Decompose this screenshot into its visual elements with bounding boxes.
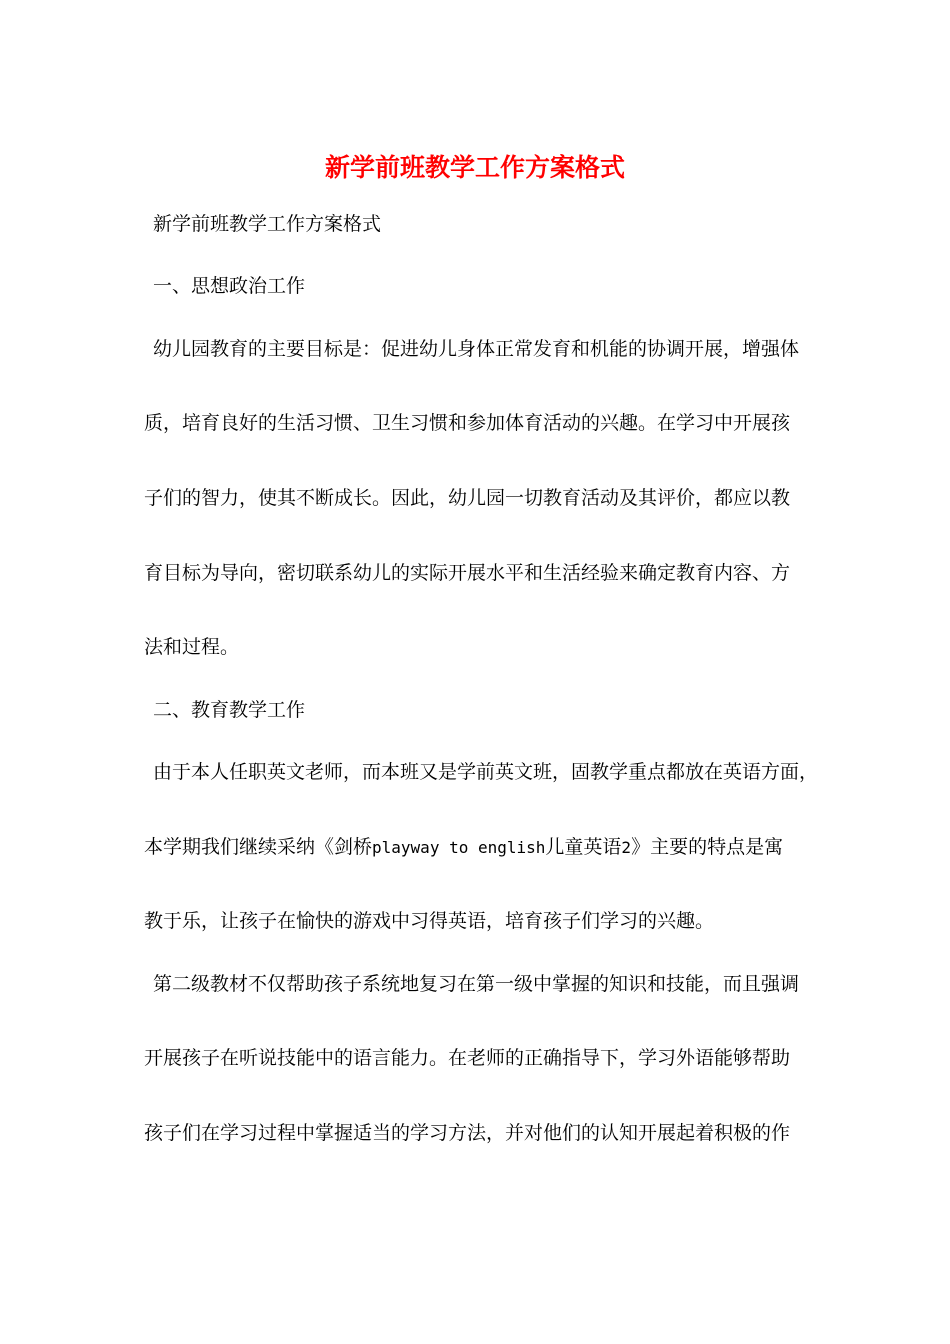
text-run: 本学期我们继续采纳《剑桥 <box>144 836 373 858</box>
paragraph-line: 开展孩子在听说技能中的语言能力。在老师的正确指导下，学习外语能够帮助 <box>144 1047 791 1069</box>
paragraph-line: 幼儿园教育的主要目标是：促进幼儿身体正常发育和机能的协调开展，增强体 <box>153 338 800 360</box>
section-heading-political: 一、思想政治工作 <box>153 275 306 297</box>
paragraph-line: 育目标为导向，密切联系幼儿的实际开展水平和生活经验来确定教育内容、方 <box>144 562 791 584</box>
text-run: 》主要的特点是寓 <box>631 836 784 858</box>
paragraph-line: 由于本人任职英文老师，而本班又是学前英文班，固教学重点都放在英语方面， <box>153 761 819 783</box>
paragraph-line: 第二级教材不仅帮助孩子系统地复习在第一级中掌握的知识和技能，而且强调 <box>153 973 800 995</box>
paragraph-line <box>144 833 783 862</box>
document-subtitle: 新学前班教学工作方案格式 <box>153 213 382 235</box>
paragraph-line: 质，培育良好的生活习惯、卫生习惯和参加体育活动的兴趣。在学习中开展孩 <box>144 412 791 434</box>
paragraph-line: 子们的智力，使其不断成长。因此，幼儿园一切教育活动及其评价，都应以教 <box>144 487 791 509</box>
paragraph-line: 教于乐，让孩子在愉快的游戏中习得英语，培育孩子们学习的兴趣。 <box>144 910 715 932</box>
english-book-title: playway to english <box>372 838 546 857</box>
paragraph-line: 孩子们在学习过程中掌握适当的学习方法，并对他们的认知开展起着积极的作 <box>144 1122 791 1144</box>
text-run: 儿童英语 <box>545 836 622 858</box>
paragraph-line: 法和过程。 <box>144 636 240 658</box>
section-heading-teaching: 二、教育教学工作 <box>153 699 306 721</box>
book-level-number: 2 <box>621 838 632 857</box>
document-title: 新学前班教学工作方案格式 <box>324 153 625 182</box>
